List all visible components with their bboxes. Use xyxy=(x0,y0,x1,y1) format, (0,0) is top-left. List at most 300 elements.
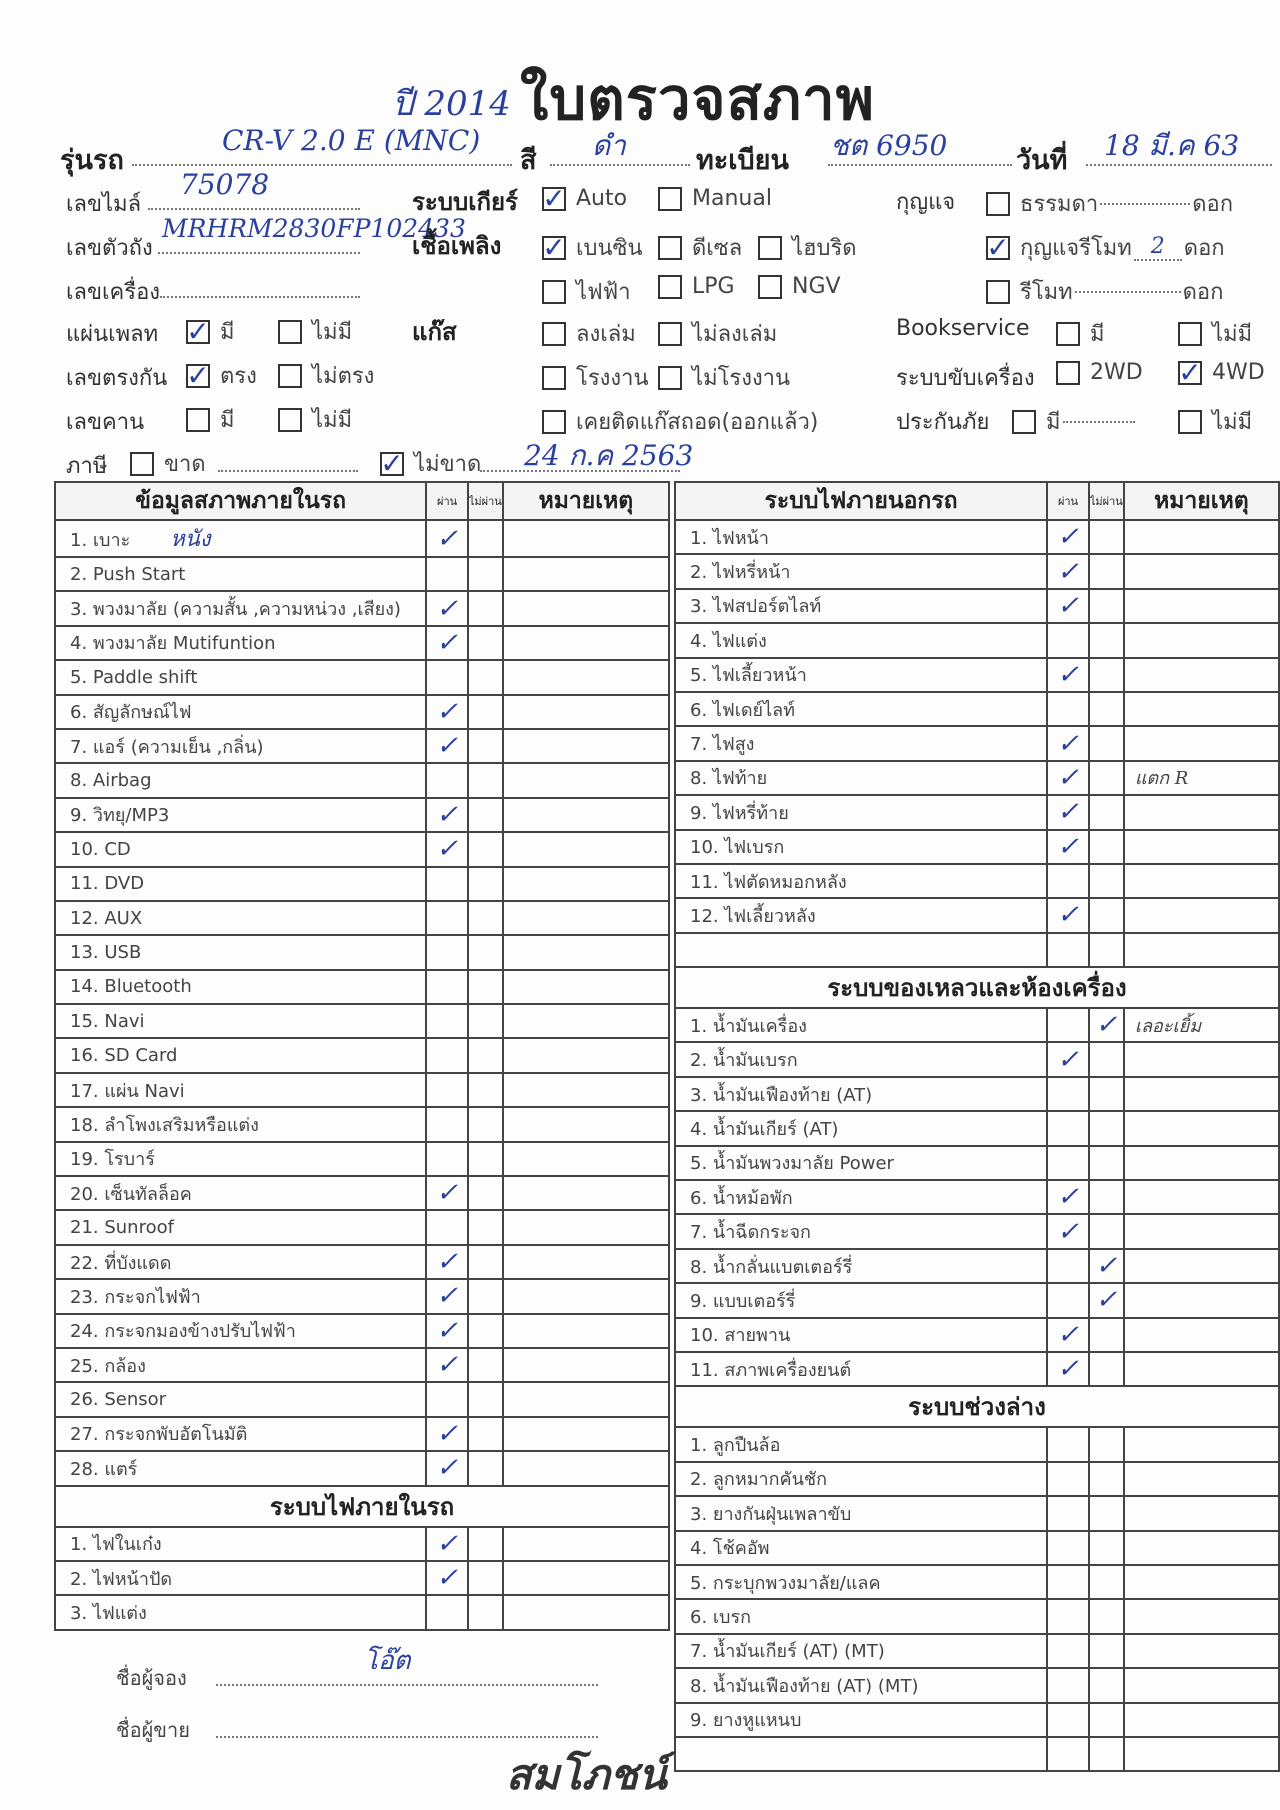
note-cell[interactable] xyxy=(503,520,669,557)
fail-cell[interactable] xyxy=(468,1451,503,1485)
note-cell[interactable] xyxy=(503,557,669,591)
pass-cell[interactable]: ✓ xyxy=(426,798,468,832)
note-cell[interactable] xyxy=(1124,933,1279,967)
note-cell[interactable] xyxy=(503,1314,669,1348)
note-cell[interactable] xyxy=(1124,1462,1279,1496)
note-cell[interactable] xyxy=(1124,1599,1279,1633)
checkbox[interactable] xyxy=(542,280,566,304)
fail-cell[interactable] xyxy=(1089,1531,1124,1565)
fail-cell[interactable] xyxy=(1089,1565,1124,1599)
checkbox[interactable] xyxy=(986,280,1010,304)
booker-value[interactable]: โอ๊ต xyxy=(364,1646,411,1676)
note-cell[interactable] xyxy=(503,626,669,660)
pass-cell[interactable]: ✓ xyxy=(1047,1352,1089,1386)
fail-cell[interactable] xyxy=(468,1595,503,1629)
pass-cell[interactable] xyxy=(1047,1077,1089,1111)
checkbox[interactable] xyxy=(130,452,154,476)
row-label-text: 22. ที่บังแดด xyxy=(70,1252,172,1274)
checkbox[interactable] xyxy=(278,320,302,344)
fail-cell[interactable] xyxy=(468,901,503,935)
insurance-hasnot[interactable]: ไม่มี xyxy=(1178,404,1252,439)
note-cell[interactable] xyxy=(503,1382,669,1416)
note-cell[interactable] xyxy=(1124,692,1279,726)
row-label-text: 3. ไฟแต่ง xyxy=(70,1603,147,1625)
row-label xyxy=(55,1279,426,1313)
checkbox[interactable] xyxy=(1178,322,1202,346)
row-label-text: 11. DVD xyxy=(70,873,145,895)
fail-cell[interactable] xyxy=(468,1417,503,1451)
bookservice-has[interactable]: มี xyxy=(1056,316,1105,351)
note-cell[interactable] xyxy=(1124,1180,1279,1214)
pass-cell[interactable]: ✓ xyxy=(426,1314,468,1348)
table-row xyxy=(55,626,669,660)
key-label: กุญแจ xyxy=(896,190,956,215)
note-cell[interactable] xyxy=(503,935,669,969)
pass-cell[interactable] xyxy=(1047,1111,1089,1145)
fail-cell[interactable] xyxy=(1089,1180,1124,1214)
fuel-diesel[interactable]: ดีเซล xyxy=(658,230,742,265)
checkbox[interactable] xyxy=(758,275,782,299)
checkbox[interactable]: ✓ xyxy=(542,230,566,264)
note-cell[interactable] xyxy=(1124,1737,1279,1771)
note-cell[interactable] xyxy=(1124,1496,1279,1530)
checkbox[interactable] xyxy=(658,236,682,260)
fail-cell[interactable] xyxy=(1089,658,1124,692)
note-cell[interactable] xyxy=(503,660,669,694)
table-row xyxy=(675,1146,1279,1180)
gas-factory[interactable]: โรงงาน xyxy=(542,360,649,395)
checkbox[interactable] xyxy=(1056,322,1080,346)
date-value[interactable]: 18 มี.ค 63 xyxy=(1104,129,1240,162)
checkbox[interactable] xyxy=(658,187,682,211)
pass-cell[interactable] xyxy=(1047,1146,1089,1180)
fail-cell[interactable] xyxy=(468,729,503,763)
pass-cell[interactable]: ✓ xyxy=(1047,589,1089,623)
checkbox[interactable] xyxy=(758,236,782,260)
fail-cell[interactable] xyxy=(1089,1352,1124,1386)
checkbox[interactable] xyxy=(1012,410,1036,434)
note-cell[interactable] xyxy=(1124,795,1279,829)
row-label-text: 9. แบบเตอร์รี่ xyxy=(690,1290,796,1312)
pass-cell[interactable] xyxy=(426,935,468,969)
checkbox[interactable] xyxy=(658,322,682,346)
fuel-electric[interactable]: ไฟฟ้า xyxy=(542,274,631,309)
checkbox[interactable] xyxy=(186,408,210,432)
insurance-has[interactable]: มี xyxy=(1012,404,1135,439)
pass-cell[interactable] xyxy=(426,867,468,901)
table-row xyxy=(55,695,669,729)
fail-cell[interactable] xyxy=(1089,589,1124,623)
fail-cell[interactable] xyxy=(468,1314,503,1348)
checkbox[interactable]: ✓ xyxy=(1178,355,1202,389)
gas-not-registered[interactable]: ไม่ลงเล่ม xyxy=(658,316,777,351)
checkbox[interactable]: ✓ xyxy=(542,181,566,215)
fuel-benzin[interactable]: ✓ เบนซิน xyxy=(542,230,643,264)
pass-cell[interactable] xyxy=(426,970,468,1004)
section-header xyxy=(55,1486,669,1527)
pass-cell[interactable] xyxy=(426,1210,468,1244)
note-cell[interactable] xyxy=(1124,1668,1279,1702)
note-cell[interactable] xyxy=(1124,658,1279,692)
mileage-value[interactable]: 75078 xyxy=(180,168,270,201)
note-cell[interactable] xyxy=(503,763,669,797)
note-cell[interactable] xyxy=(503,1279,669,1313)
fail-cell[interactable] xyxy=(1089,830,1124,864)
pass-cell[interactable] xyxy=(1047,1462,1089,1496)
row-label-text: 6. ไฟเดย์ไลท์ xyxy=(690,699,796,721)
fail-cell[interactable] xyxy=(468,832,503,866)
pass-cell[interactable] xyxy=(1047,1531,1089,1565)
fail-cell[interactable] xyxy=(468,1527,503,1561)
row-label xyxy=(55,1142,426,1176)
note-cell[interactable] xyxy=(1124,1352,1279,1386)
row-label xyxy=(675,692,1047,726)
row-label xyxy=(55,970,426,1004)
pass-cell[interactable] xyxy=(1047,1634,1089,1668)
note-cell[interactable] xyxy=(503,1210,669,1244)
pass-cell[interactable] xyxy=(426,660,468,694)
fail-cell[interactable] xyxy=(1089,933,1124,967)
gas-not-factory[interactable]: ไม่โรงงาน xyxy=(658,360,790,395)
note-cell[interactable] xyxy=(1124,1214,1279,1248)
note-cell[interactable] xyxy=(503,729,669,763)
fail-cell[interactable]: ✓ xyxy=(1089,1008,1124,1042)
pass-cell[interactable] xyxy=(1047,1249,1089,1283)
pass-cell[interactable] xyxy=(1047,1427,1089,1461)
table-row xyxy=(675,623,1279,657)
note-cell[interactable]: เลอะเยิ้ม xyxy=(1124,1008,1279,1042)
checkbox[interactable] xyxy=(542,410,566,434)
pass-cell[interactable] xyxy=(1047,864,1089,898)
tax-ok[interactable]: ✓ ไม่ขาด xyxy=(380,446,482,480)
row-label-text: 25. กล้อง xyxy=(70,1355,146,1377)
fail-cell[interactable] xyxy=(468,520,503,557)
fail-cell[interactable] xyxy=(468,798,503,832)
table-row xyxy=(55,1382,669,1416)
key-remote[interactable]: ✓ กุญแจรีโมท 2 ดอก xyxy=(986,230,1225,264)
fail-cell[interactable] xyxy=(468,1004,503,1038)
header-pass: ผ่าน xyxy=(1047,482,1089,520)
note-cell[interactable] xyxy=(1124,1111,1279,1145)
note-cell[interactable] xyxy=(1124,1042,1279,1076)
fail-cell[interactable]: ✓ xyxy=(1089,1249,1124,1283)
beam-has[interactable]: มี xyxy=(186,402,235,437)
fail-cell[interactable] xyxy=(1089,1496,1124,1530)
note-cell[interactable] xyxy=(1124,554,1279,588)
note-cell[interactable] xyxy=(1124,1146,1279,1180)
fail-cell[interactable] xyxy=(1089,1634,1124,1668)
row-label xyxy=(675,1249,1047,1283)
pass-cell[interactable] xyxy=(426,901,468,935)
fail-cell[interactable] xyxy=(468,1107,503,1141)
pass-cell[interactable]: ✓ xyxy=(1047,795,1089,829)
checkbox[interactable] xyxy=(542,366,566,390)
checkbox[interactable]: ✓ xyxy=(186,314,210,348)
pass-cell[interactable]: ✓ xyxy=(426,1348,468,1382)
table-row xyxy=(55,1417,669,1451)
fail-cell[interactable] xyxy=(1089,554,1124,588)
note-cell[interactable] xyxy=(503,1107,669,1141)
fail-cell[interactable] xyxy=(1089,761,1124,795)
header-title: ข้อมูลสภาพภายในรถ xyxy=(55,482,426,520)
model-value[interactable]: CR-V 2.0 E (MNC) xyxy=(222,124,481,157)
note-cell[interactable] xyxy=(503,1451,669,1485)
table-row xyxy=(55,832,669,866)
pass-cell[interactable]: ✓ xyxy=(426,520,468,557)
row-label xyxy=(675,1352,1047,1386)
row-label xyxy=(675,1146,1047,1180)
note-cell[interactable] xyxy=(503,1527,669,1561)
note-cell[interactable] xyxy=(1124,520,1279,554)
fuel-lpg[interactable]: LPG xyxy=(658,274,735,299)
pass-cell[interactable]: ✓ xyxy=(1047,1318,1089,1352)
note-cell[interactable] xyxy=(1124,1249,1279,1283)
pass-cell[interactable]: ✓ xyxy=(426,626,468,660)
key-normal[interactable]: ธรรมดา ดอก xyxy=(986,186,1233,221)
note-cell[interactable]: แตก R xyxy=(1124,761,1279,795)
fail-cell[interactable] xyxy=(1089,726,1124,760)
row-label-text: 2. Push Start xyxy=(70,563,186,585)
checkbox[interactable]: ✓ xyxy=(986,230,1010,264)
fail-cell[interactable] xyxy=(468,763,503,797)
note-cell[interactable] xyxy=(1124,1427,1279,1461)
row-handwriting[interactable]: หนัง xyxy=(170,527,211,552)
plate-sheet-hasnot[interactable]: ไม่มี xyxy=(278,314,352,349)
pass-cell[interactable] xyxy=(1047,1703,1089,1737)
pass-cell[interactable] xyxy=(426,1038,468,1072)
fail-cell[interactable] xyxy=(1089,1111,1124,1145)
fail-cell[interactable] xyxy=(468,867,503,901)
beam-hasnot[interactable]: ไม่มี xyxy=(278,402,352,437)
bookservice-hasnot[interactable]: ไม่มี xyxy=(1178,316,1252,351)
note-cell[interactable] xyxy=(503,1004,669,1038)
fail-cell[interactable] xyxy=(468,970,503,1004)
fail-cell[interactable] xyxy=(468,935,503,969)
fail-cell[interactable] xyxy=(1089,1462,1124,1496)
note-cell[interactable] xyxy=(1124,589,1279,623)
row-label-text: 1. ไฟในเก๋ง xyxy=(70,1534,162,1556)
note-cell[interactable] xyxy=(503,832,669,866)
pass-cell[interactable] xyxy=(1047,1668,1089,1702)
pass-cell[interactable] xyxy=(426,557,468,591)
fail-cell[interactable] xyxy=(1089,1146,1124,1180)
note-cell[interactable] xyxy=(1124,1318,1279,1352)
note-cell[interactable] xyxy=(1124,1283,1279,1317)
row-label xyxy=(55,1417,426,1451)
pass-cell[interactable] xyxy=(1047,692,1089,726)
pass-cell[interactable] xyxy=(1047,1008,1089,1042)
fail-cell[interactable] xyxy=(1089,1668,1124,1702)
checkbox[interactable] xyxy=(1178,410,1202,434)
fail-cell[interactable] xyxy=(468,660,503,694)
note-cell[interactable] xyxy=(1124,864,1279,898)
pass-cell[interactable]: ✓ xyxy=(426,1245,468,1279)
fail-cell[interactable] xyxy=(468,1176,503,1210)
pass-cell[interactable]: ✓ xyxy=(426,832,468,866)
pass-cell[interactable] xyxy=(1047,933,1089,967)
pass-cell[interactable] xyxy=(1047,623,1089,657)
note-cell[interactable] xyxy=(503,798,669,832)
gas-registered[interactable]: ลงเล่ม xyxy=(542,316,636,351)
row-label-text: 4. โช้คอัพ xyxy=(690,1538,770,1560)
pass-cell[interactable] xyxy=(1047,1283,1089,1317)
fail-cell[interactable] xyxy=(468,1038,503,1072)
note-cell[interactable] xyxy=(503,867,669,901)
pass-cell[interactable]: ✓ xyxy=(1047,761,1089,795)
fail-cell[interactable] xyxy=(1089,898,1124,932)
fail-cell[interactable] xyxy=(468,1142,503,1176)
note-cell[interactable] xyxy=(503,1417,669,1451)
pass-cell[interactable]: ✓ xyxy=(426,1527,468,1561)
checkbox[interactable] xyxy=(1056,361,1080,385)
fail-cell[interactable] xyxy=(468,1561,503,1595)
note-cell[interactable] xyxy=(1124,726,1279,760)
note-cell[interactable] xyxy=(1124,830,1279,864)
pass-cell[interactable] xyxy=(1047,1565,1089,1599)
pass-cell[interactable] xyxy=(1047,1737,1089,1771)
fail-cell[interactable] xyxy=(1089,1077,1124,1111)
note-cell[interactable] xyxy=(503,1595,669,1629)
pass-cell[interactable] xyxy=(426,763,468,797)
checkbox[interactable] xyxy=(658,275,682,299)
fail-cell[interactable] xyxy=(1089,1599,1124,1633)
row-label xyxy=(55,520,426,557)
pass-cell[interactable] xyxy=(426,1142,468,1176)
fail-cell[interactable] xyxy=(468,557,503,591)
fail-cell[interactable] xyxy=(1089,795,1124,829)
fail-cell[interactable] xyxy=(468,626,503,660)
note-cell[interactable] xyxy=(1124,623,1279,657)
pass-cell[interactable] xyxy=(426,1004,468,1038)
note-cell[interactable] xyxy=(503,1142,669,1176)
fuel-ngv[interactable]: NGV xyxy=(758,274,841,299)
checkbox[interactable] xyxy=(278,364,302,388)
note-cell[interactable] xyxy=(1124,1703,1279,1737)
fail-cell[interactable] xyxy=(1089,1427,1124,1461)
pass-cell[interactable]: ✓ xyxy=(1047,1214,1089,1248)
gas-removed[interactable]: เคยติดแก๊สถอด(ออกแล้ว) xyxy=(542,404,818,439)
note-cell[interactable] xyxy=(503,591,669,625)
pass-cell[interactable]: ✓ xyxy=(1047,658,1089,692)
note-cell[interactable] xyxy=(1124,898,1279,932)
pass-cell[interactable]: ✓ xyxy=(1047,1042,1089,1076)
pass-cell[interactable]: ✓ xyxy=(426,591,468,625)
fail-cell[interactable] xyxy=(1089,1042,1124,1076)
row-label-text: 7. น้ำมันเกียร์ (AT) (MT) xyxy=(690,1641,885,1663)
note-cell[interactable] xyxy=(503,1176,669,1210)
row-label xyxy=(55,763,426,797)
drive-2wd[interactable]: 2WD xyxy=(1056,360,1143,385)
checkbox[interactable] xyxy=(658,366,682,390)
tax-date-value[interactable]: 24 ก.ค 2563 xyxy=(524,439,694,472)
fail-cell[interactable] xyxy=(1089,623,1124,657)
table-row xyxy=(55,763,669,797)
fail-cell[interactable] xyxy=(1089,1737,1124,1771)
pass-cell[interactable]: ✓ xyxy=(426,1279,468,1313)
match-yes[interactable]: ✓ ตรง xyxy=(186,358,257,392)
fail-cell[interactable] xyxy=(1089,1318,1124,1352)
pass-cell[interactable]: ✓ xyxy=(1047,830,1089,864)
fail-cell[interactable] xyxy=(1089,520,1124,554)
pass-cell[interactable]: ✓ xyxy=(1047,1180,1089,1214)
note-cell[interactable] xyxy=(503,695,669,729)
pass-cell[interactable] xyxy=(426,1595,468,1629)
fail-cell[interactable] xyxy=(468,1245,503,1279)
checkbox[interactable]: ✓ xyxy=(186,358,210,392)
fail-cell[interactable] xyxy=(468,1279,503,1313)
checkbox[interactable] xyxy=(278,408,302,432)
gear-manual[interactable]: Manual xyxy=(658,186,772,211)
pass-cell[interactable] xyxy=(426,1107,468,1141)
fail-cell[interactable] xyxy=(468,591,503,625)
match-no[interactable]: ไม่ตรง xyxy=(278,358,374,393)
pass-cell[interactable]: ✓ xyxy=(426,695,468,729)
plate-sheet-has[interactable]: ✓ มี xyxy=(186,314,235,348)
drive-4wd[interactable]: ✓ 4WD xyxy=(1178,355,1265,389)
pass-cell[interactable]: ✓ xyxy=(1047,898,1089,932)
gear-auto[interactable]: ✓ Auto xyxy=(542,181,628,215)
fail-cell[interactable] xyxy=(468,695,503,729)
checkbox[interactable]: ✓ xyxy=(380,446,404,480)
pass-cell[interactable]: ✓ xyxy=(426,1176,468,1210)
fail-cell[interactable] xyxy=(468,1073,503,1107)
pass-cell[interactable]: ✓ xyxy=(1047,726,1089,760)
checkbox[interactable] xyxy=(542,322,566,346)
note-cell[interactable] xyxy=(1124,1634,1279,1668)
pass-cell[interactable]: ✓ xyxy=(426,1451,468,1485)
pass-cell[interactable] xyxy=(1047,1599,1089,1633)
pass-cell[interactable]: ✓ xyxy=(1047,520,1089,554)
remote[interactable]: รีโมท ดอก xyxy=(986,274,1223,309)
note-cell[interactable] xyxy=(503,901,669,935)
note-cell[interactable] xyxy=(503,970,669,1004)
pass-cell[interactable]: ✓ xyxy=(426,1417,468,1451)
fail-cell[interactable] xyxy=(1089,1703,1124,1737)
fail-cell[interactable]: ✓ xyxy=(1089,1283,1124,1317)
fail-cell[interactable] xyxy=(1089,692,1124,726)
note-cell[interactable] xyxy=(503,1038,669,1072)
pass-cell[interactable]: ✓ xyxy=(426,1561,468,1595)
fail-cell[interactable] xyxy=(1089,1214,1124,1248)
fail-cell[interactable] xyxy=(468,1348,503,1382)
fuel-hybrid[interactable]: ไฮบริด xyxy=(758,230,857,265)
note-cell[interactable] xyxy=(503,1073,669,1107)
checkbox[interactable] xyxy=(986,192,1010,216)
fail-cell[interactable] xyxy=(468,1382,503,1416)
note-cell[interactable] xyxy=(503,1561,669,1595)
pass-cell[interactable] xyxy=(426,1382,468,1416)
note-cell[interactable] xyxy=(503,1245,669,1279)
fail-cell[interactable] xyxy=(468,1210,503,1244)
gas-label: แก๊ส xyxy=(412,318,457,346)
note-cell[interactable] xyxy=(1124,1565,1279,1599)
note-cell[interactable] xyxy=(1124,1077,1279,1111)
chassis-value[interactable]: MRHRM2830FP102433 xyxy=(162,214,466,243)
note-cell[interactable] xyxy=(503,1348,669,1382)
fuel-label: เชื้อเพลิง xyxy=(412,232,502,260)
pass-cell[interactable]: ✓ xyxy=(426,729,468,763)
plate-value[interactable]: ชต 6950 xyxy=(830,129,948,162)
color-value[interactable]: ดำ xyxy=(592,129,626,162)
note-cell[interactable] xyxy=(1124,1531,1279,1565)
table-row xyxy=(675,1283,1279,1317)
pass-cell[interactable] xyxy=(426,1073,468,1107)
pass-cell[interactable]: ✓ xyxy=(1047,554,1089,588)
tax-due[interactable]: ขาด xyxy=(130,446,206,481)
pass-cell[interactable] xyxy=(1047,1496,1089,1530)
fail-cell[interactable] xyxy=(1089,864,1124,898)
table-row xyxy=(675,1565,1279,1599)
